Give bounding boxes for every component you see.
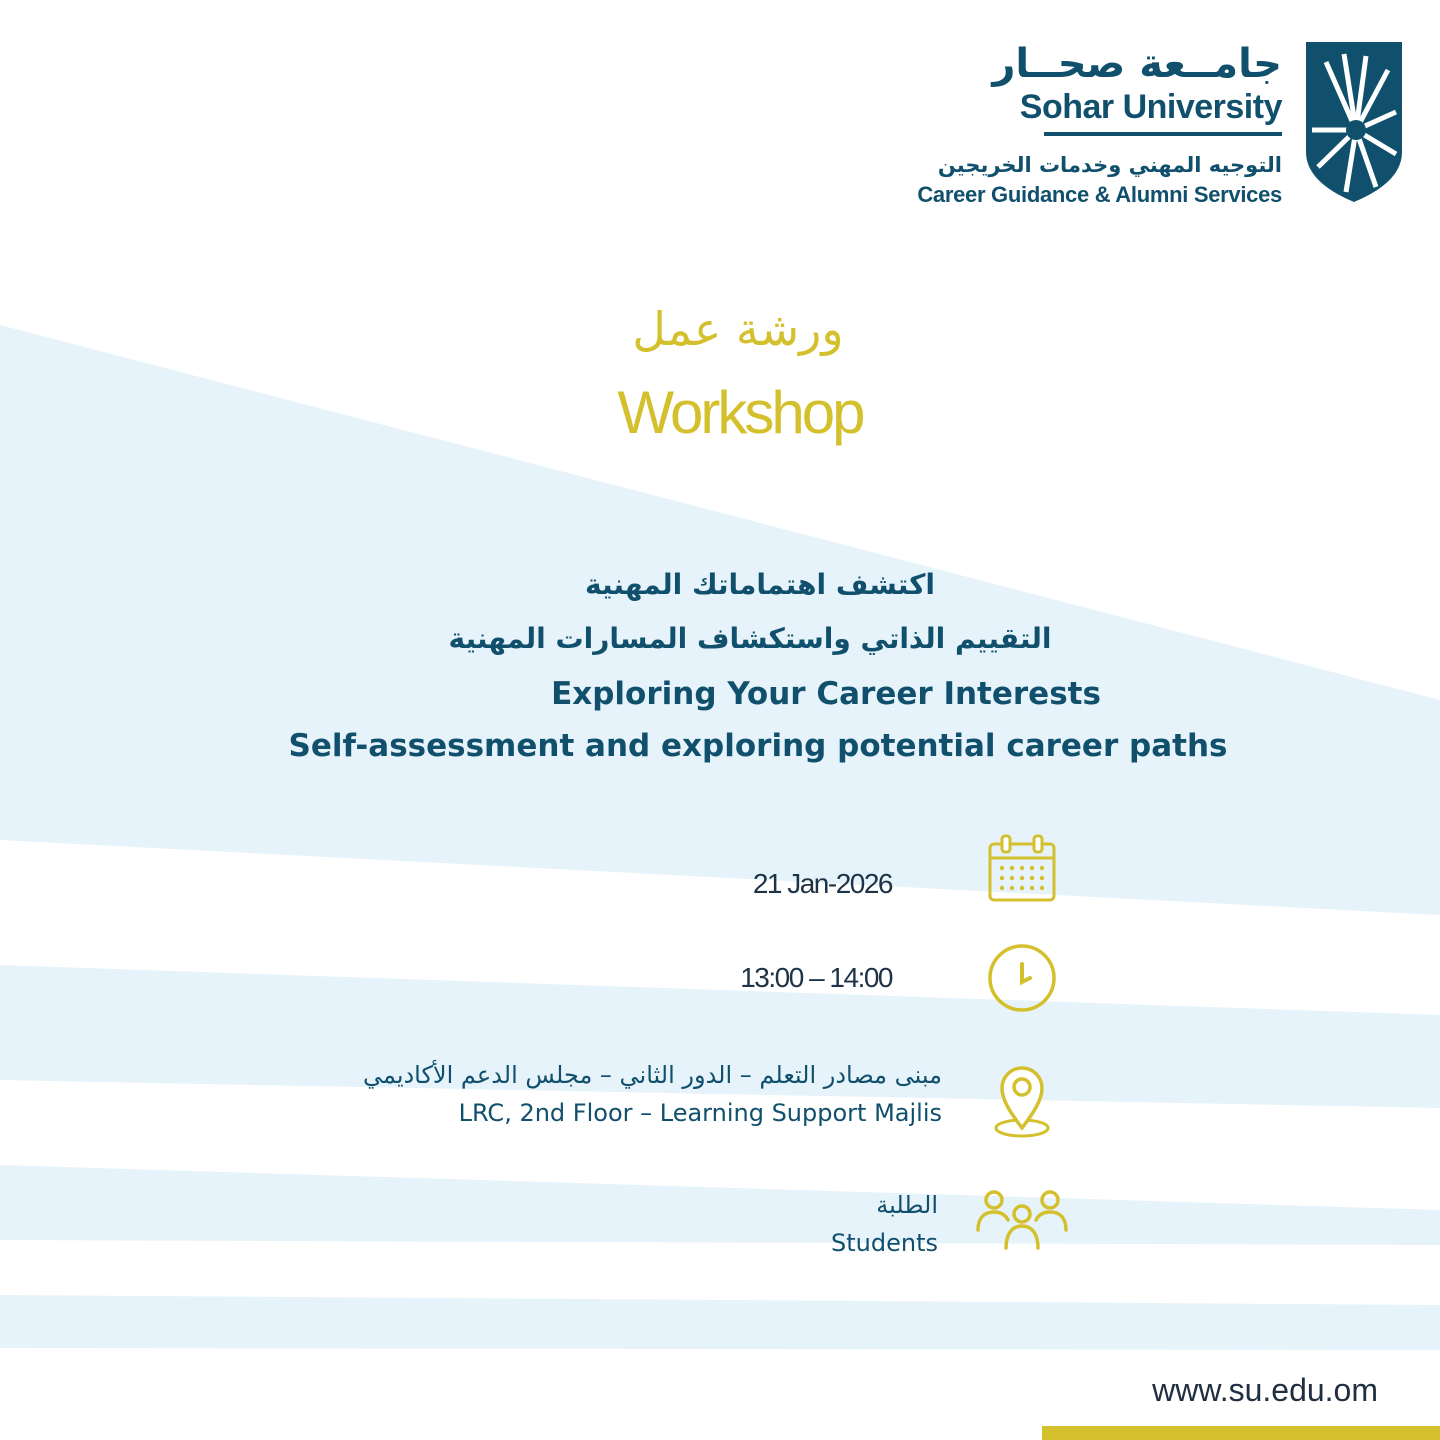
event-location [363,1056,942,1132]
event-time: 13:00 – 14:00 [740,962,892,993]
event-date: 21 Jan-2026 [752,868,892,899]
audience-en: Students [831,1229,938,1257]
location-en: LRC, 2nd Floor – Learning Support Majlis [458,1099,942,1127]
department-name-en: Career Guidance & Alumni Services [917,182,1282,207]
logo-divider [1044,132,1282,136]
event-audience [831,1186,938,1262]
audience-ar: الطلبة [876,1191,938,1219]
university-logo-text [917,40,1282,210]
calendar-icon [986,834,1058,906]
university-name-en: Sohar University [1019,88,1282,126]
workshop-label-en: Workshop [617,379,863,446]
location-ar: مبنى مصادر التعلم – الدور الثاني – مجلس الدعم الأكاديمي [362,1061,942,1089]
clock-icon [986,942,1058,1014]
university-name-ar: جامــعة صحــار [992,41,1282,87]
event-title-en: Exploring Your Career Interests [551,676,1101,712]
event-subtitle-en: Self-assessment and exploring potential career paths [288,728,1228,764]
department-name-ar: التوجيه المهني وخدمات الخريجين [937,153,1282,177]
footer-accent-bar [1042,1426,1440,1440]
website-url[interactable]: www.su.edu.om [1152,1372,1378,1408]
event-title-ar: اكتشف اهتماماتك المهنية [584,568,935,601]
people-icon [974,1188,1070,1252]
shield-logo-icon [1306,42,1402,202]
workshop-label-ar: ورشة عمل [632,302,844,356]
event-subtitle-ar: التقييم الذاتي واستكشاف المسارات المهنية [448,622,1052,655]
location-pin-icon [990,1062,1054,1140]
